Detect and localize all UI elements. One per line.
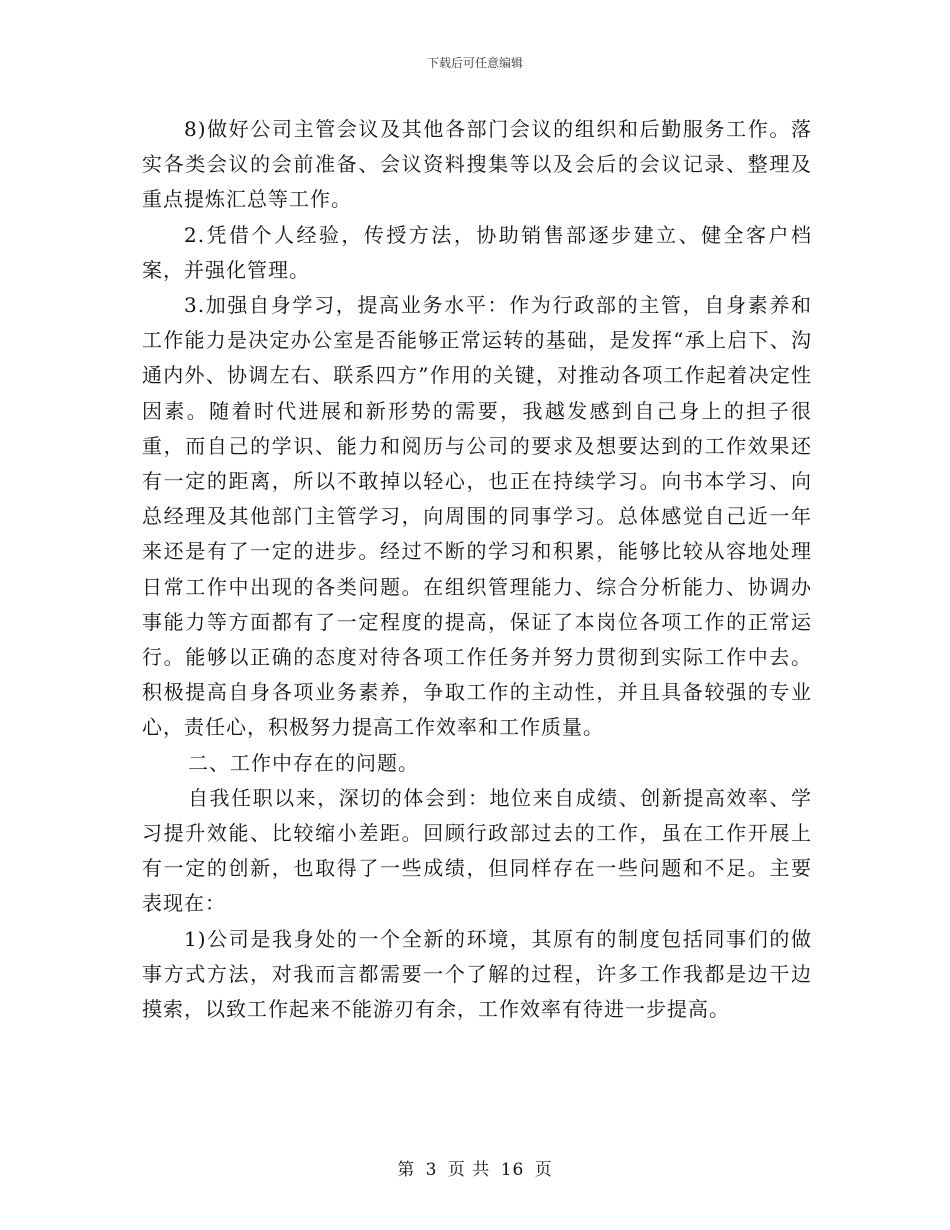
page-mid-text: 页 共 — [447, 1160, 491, 1180]
page-header-note: 下载后可任意编辑 — [426, 56, 523, 70]
total-pages-number: 16 — [500, 1160, 525, 1180]
document-body — [142, 112, 812, 1027]
section-heading-problems: 二、工作中存在的问题。 — [188, 750, 419, 775]
paragraph-item-8: 8)做好公司主管会议及其他各部门会议的组织和后勤服务工作。落实各类会议的会前准备、会议资料搜集等以及会后的会议记录、整理及重点提炼汇总等工作。 — [142, 117, 812, 212]
paragraph-item-2: 2.凭借个人经验，传授方法，协助销售部逐步建立、健全客户档案，并强化管理。 — [142, 222, 812, 282]
paragraph-problems-intro: 自我任职以来，深切的体会到：地位来自成绩、创新提高效率、学习提升效能、比较缩小差距。回顾行政部过去的工作，虽在工作开展上有一定的创新，也取得了一些成绩，但同样存在一些问题和不足。主要表现在： — [142, 785, 812, 916]
paragraph-item-3: 3.加强自身学习，提高业务水平：作为行政部的主管，自身素养和工作能力是决定办公室是否能够正常运转的基础，是发挥“承上启下、沟通内外、协调左右、联系四方”作用的关键，对推动各项工作起着决定性因素。随着时代进展和新形势的需要，我越发感到自己身上的担子很重，而自己的学识、能力和阅历与公司的要求及想要达到的工作效果还有一定的距离，所以不敢掉以轻心，也正在持续学习。向书本学习、向总经理及其他部门主管学习，向周围的同事学习。总体感觉自己近一年来还是有了一定的进步。经过不断的学习和积累，能够比较从容地处理日常工作中出现的各类问题。在组织管理能力、综合分析能力、协调办事能力等方面都有了一定程度的提高，保证了本岗位各项工作的正常运行。能够以正确的态度对待各项工作任务并努力贯彻到实际工作中去。积极提高自身各项业务素养，争取工作的主动性，并且具备较强的专业心，责任心，积极努力提高工作效率和工作质量。 — [142, 293, 812, 740]
page-suffix: 页 — [534, 1160, 553, 1180]
paragraph-problem-1: 1)公司是我身处的一个全新的环境，其原有的制度包括同事们的做事方式方法，对我而言都需要一个了解的过程，许多工作我都是边干边摸索，以致工作起来不能游刃有余，工作效率有待进一步提高。 — [142, 926, 812, 1022]
page-prefix: 第 — [397, 1160, 416, 1180]
current-page-number: 3 — [425, 1160, 438, 1180]
page-footer — [0, 1155, 950, 1180]
